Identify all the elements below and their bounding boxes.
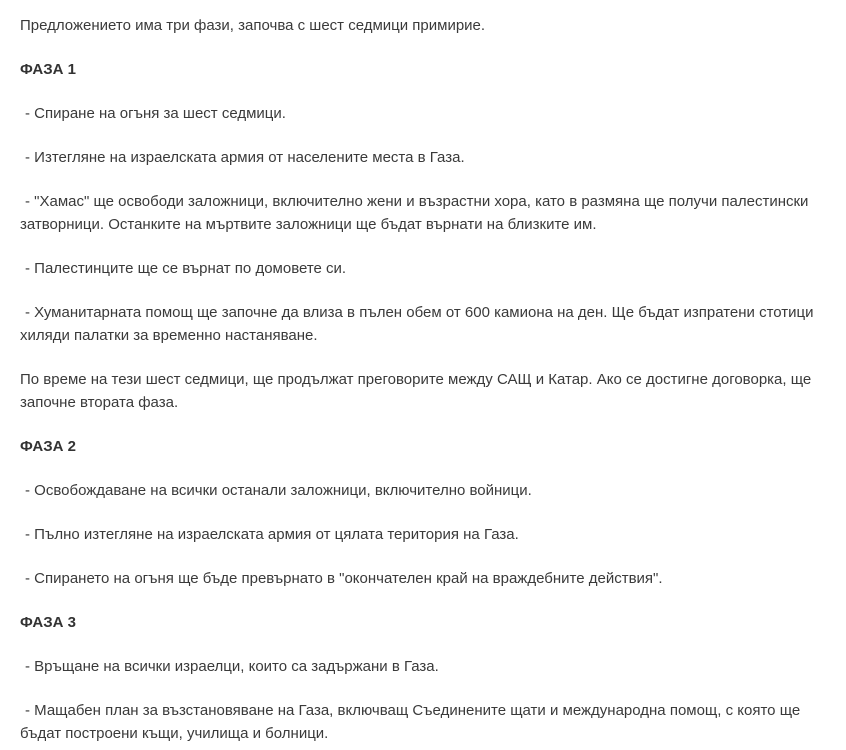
phase-1-item (20, 301, 816, 347)
phase-1-item (20, 146, 816, 169)
list-item-text: - Освобождаване на всички останали заложници, включително войници. (25, 482, 532, 499)
intro-paragraph: Предложението има три фази, започва с шест седмици примирие. (20, 17, 486, 34)
list-item-text: - Изтегляне на израелската армия от населените места в Газа. (25, 149, 465, 166)
list-item-text: - Връщане на всички израелци, които са задържани в Газа. (25, 658, 439, 675)
phase-1-heading: ФАЗА 1 (20, 61, 77, 78)
list-item-text: - Пълно изтегляне на израелската армия от цялата територия на Газа. (25, 526, 519, 543)
list-item-text: - Хуманитарната помощ ще започне да влиза в пълен обем от 600 камиона на ден. Ще бъдат изпратени стотици хиляди палатки за временно настаняване. (20, 304, 814, 344)
list-item-text: - "Хамас" ще освободи заложници, включително жени и възрастни хора, като в размяна ще получи палестински затворници. Останките на мъртвите заложници ще бъдат върнати на близките им. (20, 193, 809, 233)
list-item-text: - Спирането на огъня ще бъде превърнато в "окончателен край на враждебните действия". (25, 570, 663, 587)
phase-3-heading: ФАЗА 3 (20, 614, 77, 631)
phase-1-item (20, 190, 816, 236)
phase-2-heading: ФАЗА 2 (20, 438, 77, 455)
phase-1-item (20, 257, 816, 280)
phase-1-item (20, 102, 816, 125)
phase-1-note: По време на тези шест седмици, ще продължат преговорите между САЩ и Катар. Ако се достигне договорка, ще започне втората фаза. (20, 371, 812, 411)
phase-2-item (20, 523, 816, 546)
phase-2-item (20, 567, 816, 590)
phase-2-item (20, 479, 816, 502)
list-item-text: - Мащабен план за възстановяване на Газа, включващ Съединените щати и международна помощ, с която ще бъдат построени къщи, училища и болници. (20, 702, 801, 742)
list-item-text: - Палестинците ще се върнат по домовете си. (25, 260, 347, 277)
phase-3-item (20, 655, 816, 678)
phase-3-item (20, 699, 816, 745)
list-item-text: - Спиране на огъня за шест седмици. (25, 105, 286, 122)
